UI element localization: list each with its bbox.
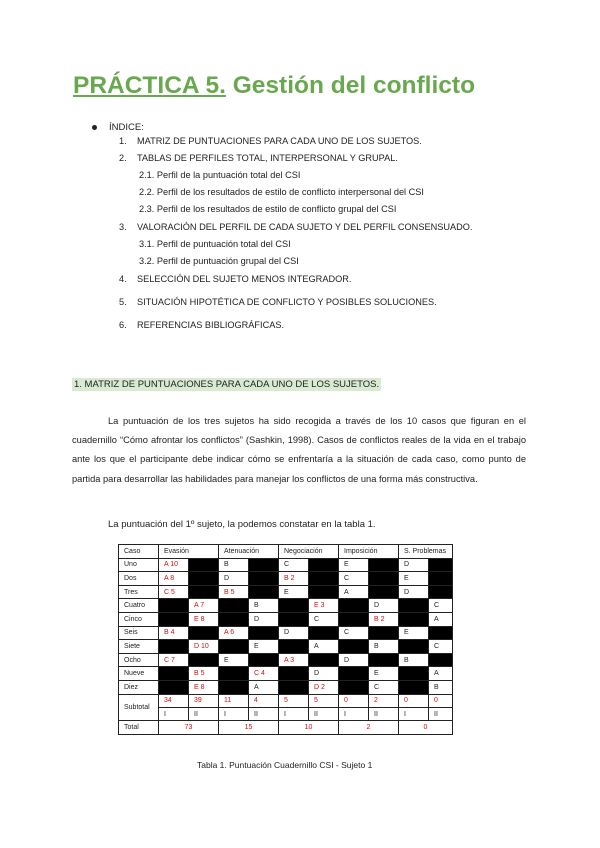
blank-cell [429,585,453,599]
index-item [139,256,299,266]
case-label: Dos [119,572,159,586]
subtotal-roman: II [309,707,339,720]
table-row [119,653,453,667]
table-row [119,572,453,586]
index-item [139,170,300,180]
index-item-number: 4. [119,274,127,284]
blank-cell [339,680,369,694]
answer-cell: D [399,558,429,572]
answer-cell: C [279,558,309,572]
answer-cell: C [309,612,339,626]
blank-cell [219,599,249,613]
blank-cell [309,585,339,599]
subtotal-roman: I [399,707,429,720]
blank-cell [189,572,219,586]
subtotal-roman: II [249,707,279,720]
answer-cell: C [339,626,369,640]
table-intro: La puntuación del 1º sujeto, la podemos constatar en la tabla 1. [108,519,376,530]
subtotal-value: 39 [189,694,219,707]
blank-cell [309,626,339,640]
subtotal-roman: I [219,707,249,720]
blank-cell [159,667,189,681]
blank-cell [159,612,189,626]
score-table [118,544,453,735]
answer-cell: B 2 [369,612,399,626]
answer-cell: A [339,585,369,599]
header-cell: Evasión [159,545,219,559]
title-prefix: PRÁCTICA 5. [73,72,226,99]
subtotal-value: 0 [339,694,369,707]
header-cell: Atenuación [219,545,279,559]
answer-cell: B [399,653,429,667]
subtotal-label: Subtotal [119,694,159,721]
total-value: 73 [159,721,219,735]
body-paragraph: La puntuación de los tres sujetos ha sido recogida a través de los 10 casos que figuran en el cuadernillo “Cómo afrontar los conflictos” (Sashkin, 1998). Casos de conflictos reales de la vida en el trabajo ante los que el participante debe indicar cómo se enfrentaría a la situación de cada caso, como punto de partida para desarrollar las habilidades para manejar los conflictos de una forma más constructiva. [72,416,526,484]
subtotal-value: 5 [309,694,339,707]
answer-cell: E 8 [189,612,219,626]
index-item-text: VALORACIÓN DEL PERFIL DE CADA SUJETO Y DEL PERFIL CONSENSUADO. [137,222,473,232]
index-item-text: SELECCIÓN DEL SUJETO MENOS INTEGRADOR. [137,274,352,284]
table-row [119,667,453,681]
table-header-row [119,545,453,559]
case-label: Diez [119,680,159,694]
subtotal-roman: II [189,707,219,720]
answer-cell: C [339,572,369,586]
table-row [119,612,453,626]
subtotal-value: 4 [249,694,279,707]
blank-cell [369,558,399,572]
blank-cell [369,585,399,599]
table-row [119,585,453,599]
blank-cell [399,612,429,626]
index-item-number: 1. [119,136,127,146]
case-label: Cinco [119,612,159,626]
answer-cell: B [249,599,279,613]
answer-cell: B [429,680,453,694]
answer-cell: C 4 [249,667,279,681]
index-item-text: 2.1. Perfil de la puntuación total del CSI [139,170,301,180]
answer-cell: A 7 [189,599,219,613]
blank-cell [429,572,453,586]
subtotal-roman: I [159,707,189,720]
answer-cell: D 2 [309,680,339,694]
subtotal-value: 5 [279,694,309,707]
table-row [119,626,453,640]
subtotal-value: 0 [429,694,453,707]
blank-cell [339,640,369,654]
blank-cell [369,572,399,586]
blank-cell [189,626,219,640]
total-row [119,721,453,735]
index-item-text: SITUACIÓN HIPOTÉTICA DE CONFLICTO Y POSIBLES SOLUCIONES. [137,297,437,307]
index-item [119,320,284,330]
subtotal-roman: I [279,707,309,720]
total-value: 10 [279,721,339,735]
index-item-text: 3.2. Perfil de puntuación grupal del CSI [139,256,299,266]
section-heading: 1. MATRIZ DE PUNTUACIONES PARA CADA UNO DE LOS SUJETOS. [74,379,380,390]
answer-cell: D 10 [189,640,219,654]
bullet-icon [92,125,97,130]
answer-cell: A [429,667,453,681]
answer-cell: A [249,680,279,694]
answer-cell: B 5 [219,585,249,599]
index-item-text: 3.1. Perfil de puntuación total del CSI [139,239,291,249]
blank-cell [399,599,429,613]
blank-cell [429,626,453,640]
blank-cell [219,640,249,654]
blank-cell [279,640,309,654]
subtotal-roman: II [429,707,453,720]
table-row [119,558,453,572]
table-row [119,599,453,613]
blank-cell [369,653,399,667]
answer-cell: D [369,599,399,613]
title-main: Gestión del conflicto [232,72,476,99]
subtotal-roman: I [339,707,369,720]
blank-cell [249,585,279,599]
blank-cell [219,667,249,681]
answer-cell: A 3 [279,653,309,667]
case-label: Ocho [119,653,159,667]
answer-cell: C [429,640,453,654]
total-value: 2 [339,721,399,735]
blank-cell [279,680,309,694]
index-item-number: 3. [119,222,127,232]
blank-cell [309,558,339,572]
blank-cell [189,558,219,572]
blank-cell [399,680,429,694]
blank-cell [159,599,189,613]
answer-cell: E [219,653,249,667]
case-label: Tres [119,585,159,599]
answer-cell: B 2 [279,572,309,586]
blank-cell [339,612,369,626]
answer-cell: C 5 [159,585,189,599]
answer-cell: B 4 [159,626,189,640]
blank-cell [339,667,369,681]
table-row [119,640,453,654]
subtotal-value: 34 [159,694,189,707]
index-section [92,120,144,134]
table-caption: Tabla 1. Puntuación Cuadernillo CSI - Sujeto 1 [197,760,373,770]
blank-cell [429,558,453,572]
answer-cell: A 6 [219,626,249,640]
case-label: Cuatro [119,599,159,613]
case-label: Uno [119,558,159,572]
index-item-number: 2. [119,153,127,163]
answer-cell: E 8 [189,680,219,694]
total-value: 0 [399,721,453,735]
blank-cell [369,626,399,640]
blank-cell [339,599,369,613]
index-item-text: 2.2. Perfil de los resultados de estilo de conflicto interpersonal del CSI [139,187,424,197]
index-item [119,222,472,232]
header-cell: Imposición [339,545,399,559]
answer-cell: D [249,612,279,626]
blank-cell [159,640,189,654]
index-item-text: 2.3. Perfil de los resultados de estilo de conflicto grupal del CSI [139,204,397,214]
index-item [119,274,351,284]
blank-cell [399,640,429,654]
answer-cell: D [309,667,339,681]
blank-cell [309,653,339,667]
blank-cell [249,558,279,572]
index-item-number: 6. [119,320,127,330]
blank-cell [399,667,429,681]
answer-cell: B [369,640,399,654]
answer-cell: E [369,667,399,681]
index-item [139,204,396,214]
blank-cell [429,653,453,667]
total-value: 15 [219,721,279,735]
index-item [119,136,422,146]
answer-cell: A [429,612,453,626]
subtotal-value: 0 [399,694,429,707]
header-cell: Negociación [279,545,339,559]
subtotal-value: 11 [219,694,249,707]
blank-cell [219,612,249,626]
index-item [139,187,424,197]
answer-cell: A [309,640,339,654]
blank-cell [279,667,309,681]
subtotal-roman-row [119,707,453,720]
answer-cell: E [399,572,429,586]
answer-cell: E [249,640,279,654]
header-cell: S. Problemas [399,545,453,559]
answer-cell: E [399,626,429,640]
case-label: Seis [119,626,159,640]
blank-cell [249,653,279,667]
blank-cell [159,680,189,694]
blank-cell [279,599,309,613]
blank-cell [189,585,219,599]
answer-cell: E [279,585,309,599]
table-row [119,680,453,694]
subtotal-value: 2 [369,694,399,707]
subtotal-roman: II [369,707,399,720]
index-item-text: REFERENCIAS BIBLIOGRÁFICAS. [137,320,285,330]
blank-cell [219,680,249,694]
answer-cell: A 8 [159,572,189,586]
blank-cell [249,572,279,586]
answer-cell: D [339,653,369,667]
answer-cell: C 7 [159,653,189,667]
answer-cell: B 5 [189,667,219,681]
index-item-number: 5. [119,297,127,307]
index-item-text: MATRIZ DE PUNTUACIONES PARA CADA UNO DE LOS SUJETOS. [137,136,422,146]
answer-cell: D [399,585,429,599]
answer-cell: C [369,680,399,694]
page-title [73,72,475,100]
blank-cell [279,612,309,626]
answer-cell: B [219,558,249,572]
index-label: ÍNDICE: [109,121,144,133]
index-item [119,153,398,163]
blank-cell [309,572,339,586]
index-item [119,297,437,307]
answer-cell: A 10 [159,558,189,572]
blank-cell [189,653,219,667]
blank-cell [249,626,279,640]
answer-cell: D [279,626,309,640]
header-cell: Caso [119,545,159,559]
index-item-text: TABLAS DE PERFILES TOTAL, INTERPERSONAL Y GRUPAL. [137,153,398,163]
case-label: Nueve [119,667,159,681]
subtotal-row [119,694,453,707]
case-label: Siete [119,640,159,654]
answer-cell: E [339,558,369,572]
answer-cell: E 3 [309,599,339,613]
answer-cell: C [429,599,453,613]
total-label: Total [119,721,159,735]
index-item [139,239,291,249]
answer-cell: D [219,572,249,586]
